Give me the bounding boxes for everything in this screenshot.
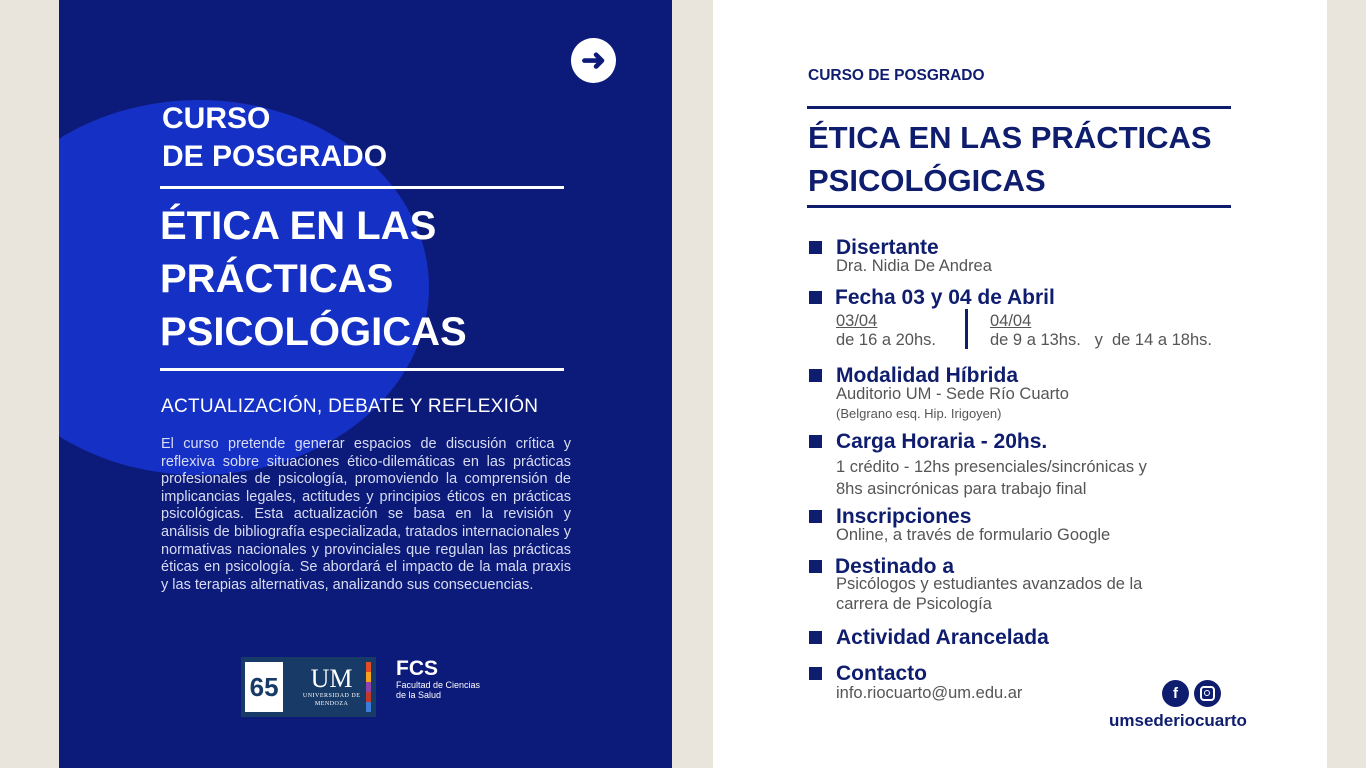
logo-color-stripes: [366, 662, 371, 712]
destinado-title: Destinado a: [835, 555, 955, 578]
modalidad-note: (Belgrano esq. Hip. Irigoyen): [836, 406, 1002, 421]
date-day1: [836, 312, 936, 350]
destinado-line2: carrera de Psicología: [836, 595, 992, 613]
course-description: El curso pretende generar espacios de discusión crítica y reflexiva sobre situaciones ético-dilemáticas en las prácticas profesionales de psicología, promoviendo la comprensión de implicancias legales, actitudes y principios éticos en prácticas psicológicas. Esta actualización se basa en la revisión y análisis de bibliografía especializada, tratados internacionales y normativas nacionales y provinciales que regulan las prácticas éticas en psicología. Se abordará el impacto de la mala praxis y las terapias alternativas, analizando sus consecuencias.: [161, 436, 571, 593]
next-arrow-icon[interactable]: ➜: [571, 38, 616, 83]
um-name: UNIVERSIDAD DE MENDOZA: [302, 693, 361, 707]
date-day2-hours: de 9 a 13hs. y de 14 a 18hs.: [990, 331, 1212, 349]
bullet-square: [809, 241, 822, 254]
bullet-square: [809, 510, 822, 523]
left-title-line1: ÉTICA EN LAS: [160, 204, 437, 248]
right-kicker: CURSO DE POSGRADO: [808, 67, 985, 84]
fcs-letters: FCS: [396, 657, 438, 680]
right-title-line2: PSICOLÓGICAS: [808, 163, 1046, 198]
fcs-logo: [396, 658, 480, 700]
left-page: [59, 0, 672, 768]
right-title-line1: ÉTICA EN LAS PRÁCTICAS: [808, 120, 1212, 155]
right-top-divider: [807, 106, 1231, 109]
disertante-text: Dra. Nidia De Andrea: [836, 257, 992, 275]
contacto-email[interactable]: info.riocuarto@um.edu.ar: [836, 684, 1023, 702]
um-letters: UM: [310, 664, 353, 693]
fcs-name-line2: de la Salud: [396, 690, 442, 700]
date-day2-label: 04/04: [990, 312, 1032, 330]
left-subtitle: ACTUALIZACIÓN, DEBATE Y REFLEXIÓN: [161, 396, 539, 417]
date-day2: [990, 312, 1212, 350]
anniversary-badge: 65: [245, 662, 283, 712]
left-title-line2: PRÁCTICAS: [160, 257, 394, 301]
bullet-square: [809, 667, 822, 680]
bullet-square: [809, 291, 822, 304]
date-day1-label: 03/04: [836, 312, 878, 330]
left-title: [160, 200, 467, 359]
left-kicker: [162, 100, 387, 176]
carga-line1: 1 crédito - 12hs presenciales/sincrónicas y: [836, 458, 1147, 476]
carga-title: Carga Horaria - 20hs.: [836, 430, 1048, 453]
inscripciones-title: Inscripciones: [836, 505, 972, 528]
arancelada-title: Actividad Arancelada: [836, 626, 1049, 649]
instagram-glyph: [1200, 686, 1215, 701]
bullet-square: [809, 560, 822, 573]
modalidad-text: Auditorio UM - Sede Río Cuarto: [836, 385, 1069, 403]
social-handle[interactable]: umsederiocuarto: [1109, 711, 1247, 730]
disertante-title: Disertante: [836, 236, 939, 259]
date-separator: [965, 309, 968, 349]
um-wordmark: [291, 666, 372, 708]
fcs-name-line1: Facultad de Ciencias: [396, 680, 481, 690]
bullet-square: [809, 369, 822, 382]
destinado-line1: Psicólogos y estudiantes avanzados de la: [836, 575, 1143, 593]
left-kicker-line1: CURSO: [162, 102, 271, 135]
left-top-divider: [160, 186, 564, 189]
right-page: [713, 0, 1327, 768]
bullet-square: [809, 631, 822, 644]
inscripciones-text: Online, a través de formulario Google: [836, 526, 1111, 544]
left-title-line3: PSICOLÓGICAS: [160, 310, 467, 354]
um-logo: [241, 657, 376, 717]
left-kicker-line2: DE POSGRADO: [162, 140, 388, 173]
bullet-square: [809, 435, 822, 448]
facebook-icon[interactable]: f: [1162, 680, 1189, 707]
right-bottom-divider: [807, 205, 1231, 208]
carga-line2: 8hs asincrónicas para trabajo final: [836, 480, 1087, 498]
right-title: [808, 116, 1212, 202]
modalidad-title: Modalidad Híbrida: [836, 364, 1019, 387]
left-bottom-divider: [160, 368, 564, 371]
instagram-icon[interactable]: [1194, 680, 1221, 707]
fecha-title: Fecha 03 y 04 de Abril: [835, 286, 1055, 309]
contacto-title: Contacto: [836, 662, 927, 685]
date-day1-hours: de 16 a 20hs.: [836, 331, 936, 349]
